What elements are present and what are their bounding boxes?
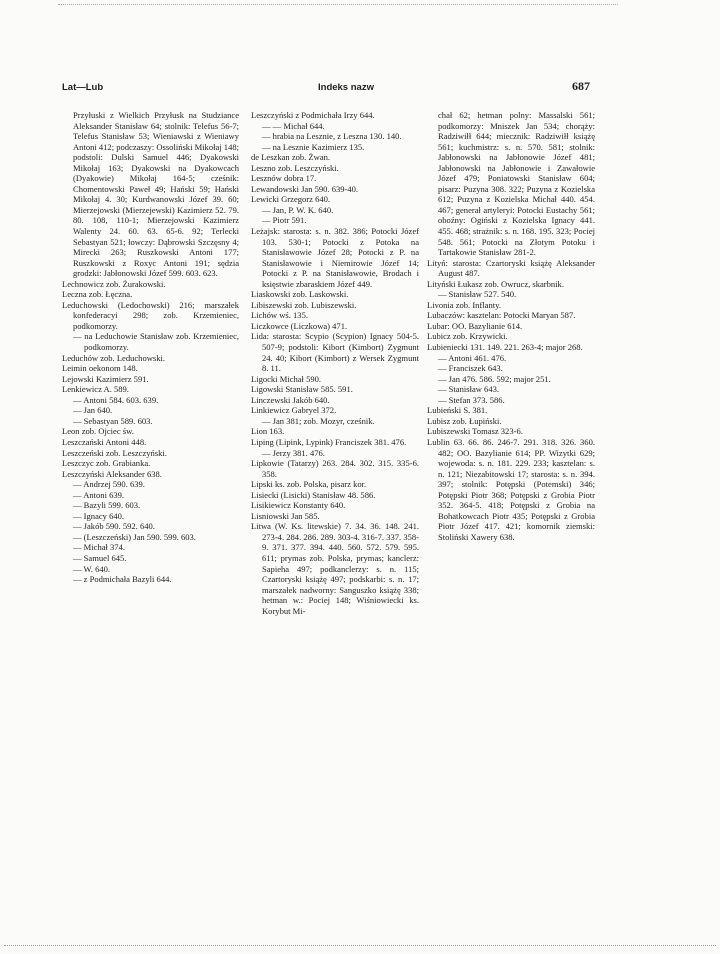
index-entry: Leon zob. Ojciec św. (62, 426, 134, 437)
index-entry: — Jan 476. 586. 592; major 251. (438, 373, 551, 384)
index-entry: Leimin oekonom 148. (62, 363, 138, 374)
index-entry: Lesznów dobra 17. (251, 173, 317, 184)
index-entry: Leczna zob. Łęczna. (62, 289, 133, 300)
index-column-3 (427, 110, 595, 542)
index-entry: Lewicki Grzegorz 640. (251, 194, 331, 205)
index-entry: Lityński Łukasz zob. Owrucz, skarbnik. (427, 278, 564, 289)
index-entry: Lewandowski Jan 590. 639-40. (251, 183, 359, 194)
index-entry: — W. 640. (73, 563, 111, 574)
index-entry: Lisiecki (Lisicki) Stanisław 48. 586. (251, 489, 376, 500)
index-entry: — Jan 381; zob. Mozyr, cześnik. (262, 415, 375, 426)
index-entry: Lipski ks. zob. Polska, pisarz kor. (251, 479, 367, 490)
index-entry: Ligowski Stanisław 585. 591. (251, 384, 353, 395)
index-entry: Liaskowski zob. Laskowski. (251, 289, 349, 300)
index-entry: Lechnowicz zob. Żurakowski. (62, 278, 166, 289)
index-entry: Libiszewski zob. Lubiszewski. (251, 299, 357, 310)
index-entry: Przyłuski z Wielkich Przyłusk na Studziance Aleksander Stanisław 64; stolnik: Telefus 56-7; Telefus Stanisław 53; Wieniawski z Wieniawy Antoni 412; podczaszy: Ossoliński Mikołaj 148; podstoli: Dulski Samuel 446; Dyakowski Mikołaj 163; Dyakowski na Dyakowcach (Dyakowie) Mikołaj 164-5; cześnik: Chomentowski Paweł 49; Hański 59; Hański Mikołaj 4. 30; Kurdwanowski Józef 39. 60; Mierzejowski (Mierzejewski) Kazimierz 52. 79. 80. 108, 110-1; Mierzejowski Kazimierz Walenty 24. 60. 63. 65-6. 92; Terlecki Sebastyan 521; łowczy: Dąbrowski Szczęsny 4; Mirecki 263; Ruszkowski Antoni 177; Ruszkowski z Roxyc Antoni 191; sędzia grodzki: Jabłonowski Józef 599. 603. 623. (73, 110, 239, 279)
index-entry: Lenkiewicz A. 589. (62, 384, 129, 395)
running-head-title: Indeks nazw (318, 82, 374, 93)
index-entry: — Stanisław 527. 540. (438, 289, 517, 300)
index-entry: — Franciszek 643. (438, 363, 503, 374)
index-entry: — na Leduchowie Stanisław zob. Krzemieniec, podkomorzy. (73, 331, 239, 353)
index-entry: — hrabia na Lesznie, z Leszna 130. 140. (262, 131, 402, 142)
index-entry: — Andrzej 590. 639. (73, 479, 145, 490)
index-entry: Linkiewicz Gabryel 372. (251, 405, 337, 416)
index-column-1 (62, 110, 239, 585)
index-entry: Lubicz zob. Krzywicki. (427, 331, 508, 342)
index-entry: — Jan, P. W. K. 640. (262, 204, 334, 215)
index-entry: Leduchowski (Ledochowski) 216; marszałek konfederacyi 298; zob. Krzemieniec, podkomorzy. (62, 299, 239, 331)
index-entry: — Michał 374. (73, 542, 125, 553)
index-entry: Litwa (W. Ks. litewskie) 7. 34. 36. 148. 241. 273-4. 284. 286. 289. 303-4. 316-7. 337. 358-9. 371. 377. 394. 440. 560. 572. 579. 595. 611; prymas zob. Polska, prymas; kanclerz: Sapieha 497; podkanclerzy: s. n. 115; Czartoryski książę 497; podskarbi: s. n. 17; marszałek nadworny: Sanguszko książę 338; hetman w.: Pociej 148; Wiśniowiecki ks. Korybut Mi- (251, 521, 419, 616)
index-entry: Linczewski Jakób 640. (251, 394, 330, 405)
bottom-rule (4, 945, 716, 946)
index-column-2 (251, 110, 419, 616)
index-entry: Leszczyński z Podmichała Irzy 644. (251, 110, 375, 120)
index-entry: Lion 163. (251, 426, 285, 437)
running-head-range: Lat—Lub (62, 82, 104, 93)
index-entry: Lityń: starosta: Czartoryski książę Aleksander August 487. (427, 257, 595, 279)
index-entry: — Jerzy 381. 476. (262, 447, 325, 458)
index-entry: Leszczeński zob. Leszczyński. (62, 447, 167, 458)
index-entry: Lipkowie (Tatarzy) 263. 284. 302. 315. 335-6. 358. (251, 458, 419, 479)
index-entry: — Samuel 645. (73, 552, 127, 563)
index-entry: — z Podmichała Bazyli 644. (73, 574, 172, 585)
index-entry: — Piotr 591. (262, 215, 307, 226)
index-entry: Lichów wś. 135. (251, 310, 308, 321)
index-entry: — Sebastyan 589. 603. (73, 415, 153, 426)
index-entry: — Antoni 639. (73, 489, 125, 500)
index-entry: Leszczański Antoni 448. (62, 436, 147, 447)
index-entry: — Bazyli 599. 603. (73, 500, 141, 511)
index-entry: — Antoni 584. 603. 639. (73, 394, 159, 405)
index-entry: Lejowski Kazimierz 591. (62, 373, 149, 384)
index-entry: — — Michał 644. (262, 120, 325, 131)
index-entry: Lubar: OO. Bazylianie 614. (427, 320, 523, 331)
index-entry: Lisniowski Jan 585. (251, 510, 320, 521)
index-entry: — Ignacy 640. (73, 510, 125, 521)
index-entry: — Stefan 373. 586. (438, 394, 505, 405)
page-number: 687 (572, 79, 590, 93)
index-entry: Liczkowce (Liczkowa) 471. (251, 320, 348, 331)
index-entry: Lubaczów: kasztelan: Potocki Maryan 587. (427, 310, 576, 321)
top-rule (58, 4, 618, 5)
index-entry: Lubiszewski Tomasz 323-6. (427, 426, 523, 437)
index-entry: — (Leszczeński) Jan 590. 599. 603. (73, 531, 196, 542)
index-entry: Lubisz zob. Łupiński. (427, 415, 502, 426)
index-entry: Liping (Lipink, Lypink) Franciszek 381. 476. (251, 436, 407, 447)
index-entry: Leżajsk: starosta: s. n. 382. 386; Potocki Józef 103. 530-1; Potocki z Potoka na Stanisławowie Józef 28; Potocki z P. na Stanisławowie i Niemirowie Józef 14; Potocki z P. na Stanisławowie, Brodach i księstwie zbaraskiem Józef 449. (251, 226, 419, 289)
index-entry: Leszno zob. Leszczyński. (251, 162, 339, 173)
index-entry: — Antoni 461. 476. (438, 352, 507, 363)
index-entry: Lisikiewicz Konstanty 640. (251, 500, 346, 511)
index-entry: de Leszkan zob. Żwan. (251, 152, 331, 163)
index-entry: Leduchów zob. Leduchowski. (62, 352, 166, 363)
index-entry: — Stanisław 643. (438, 384, 500, 395)
index-entry: — Jan 640. (73, 405, 113, 416)
index-entry: Lida: starosta: Scypio (Scypion) Ignacy 504-5. 507-9; podstoli: Kibort (Kimbort) Zygmunt 24. 40; Kibort (Kimbort) z Wersek Zygmunt 8. 11. (251, 331, 419, 374)
index-entry: — Jakób 590. 592. 640. (73, 521, 155, 532)
index-entry: chał 62; hetman polny: Massalski 561; podkomorzy: Mniszek Jan 534; chorąży: Radziwiłł 644; miecznik: Radziwiłł książę 561; kuchmistrz: s. n. 570. 581; stolnik: Jabłonowski na Jabłonowie Józef 481; Jabłonowski na Jabłonowie i Zawałowie Józef 479; Poniatowski Stanisław 604; pisarz: Puzyna 308. 322; Puzyna z Kozielska 612; Puzyna z Kozielska Michał 440. 454. 467; generał artyleryi: Potocki Eustachy 561; oboźny: Ogiński z Kozielska Ignacy 441. 455. 468; strażnik: s. n. 168. 195. 323; Pociej 548. 561; Potocki na Złotym Potoku i Tartakowie Stanisław 281-2. (438, 110, 595, 258)
index-entry: Lubieński S. 381. (427, 405, 488, 416)
index-entry: Leszczyński Aleksander 638. (62, 468, 162, 479)
index-entry: Leszczyc zob. Grabianka. (62, 458, 151, 469)
index-entry: Livonia zob. Inflanty. (427, 299, 501, 310)
index-entry: Lublin 63. 66. 86. 246-7. 291. 318. 326. 360. 482; OO. Bazylianie 614; PP. Wizytki 629; wojewoda: s. n. 181. 229. 233; kasztelan: s. n. 121; Niezabitowski 17; starosta: s. n. 394. 397; stolnik: Potępski (Potemski) 346; Potępski Piotr 368; Potępski z Grobia Piotr 352. 364-5. 418; Potępski z Grobia na Bohatkowcach Piotr 435; Potępski z Grobia Piotr Józef 417. 421; komornik ziemski: Stoliński Xawery 638. (427, 436, 595, 542)
index-entry: Lubieniecki 131. 149. 221. 263-4; major 268. (427, 342, 583, 353)
index-entry: — na Lesznie Kazimierz 135. (262, 141, 365, 152)
index-entry: Ligocki Michał 590. (251, 373, 322, 384)
